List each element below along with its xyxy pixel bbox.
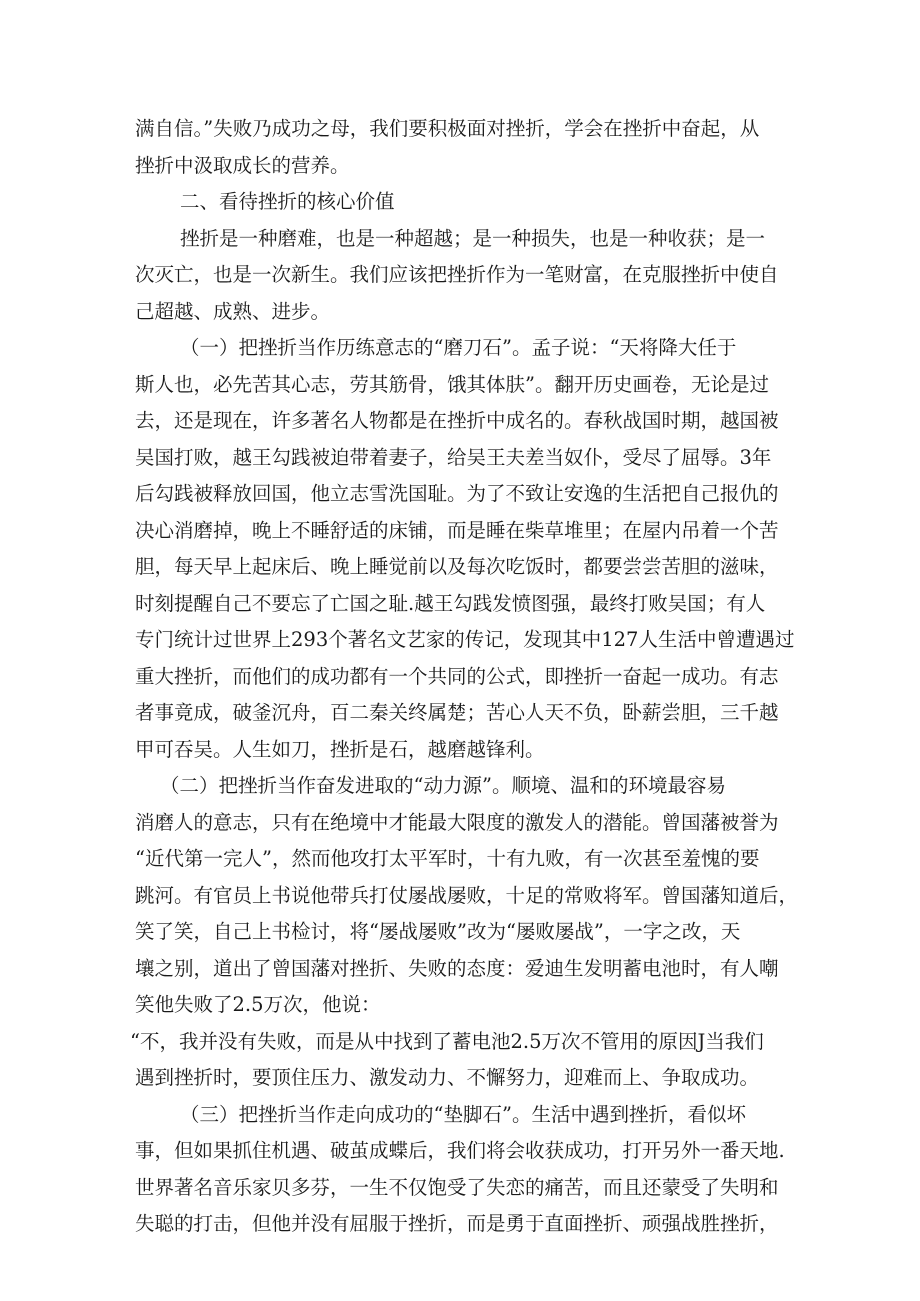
section-heading: 二、看待挫折的核心价值 (180, 190, 395, 213)
text-line: 己超越、成熟、进步。 (135, 300, 331, 323)
text-line: 斯人也，必先苦其心志，劳其筋骨，饿其体肤”。翻开历史画卷，无论是过 (135, 373, 769, 396)
text-line: 消磨人的意志，只有在绝境中才能最大限度的激发人的潜能。曾国藩被誉为 (135, 811, 779, 834)
text-line: 笑了笑，自己上书检讨，将“屡战屡败”改为“屡败屡战”，一字之改，天 (135, 920, 741, 943)
text-line: 后勾践被释放回国，他立志雪洗国耻。为了不致让安逸的生活把自己报仇的 (135, 482, 779, 505)
text-line: 决心消磨掉，晚上不睡舒适的床铺，而是睡在柴草堆里；在屋内吊着一个苦 (135, 519, 779, 542)
text-line: “近代第一完人”，然而他攻打太平军时，十有九败，有一次甚至羞愧的要 (135, 847, 760, 870)
text-line: （三）把挫折当作走向成功的“垫脚石”。生活中遇到挫折，看似坏 (180, 1103, 746, 1126)
text-line: （二）把挫折当作奋发进取的“动力源”。顺境、温和的环境最容易 (160, 774, 726, 797)
text-line: 胆，每天早上起床后、晚上睡觉前以及每次吃饭时，都要尝尝苦胆的滋味， (135, 555, 779, 578)
text-line: 甲可吞吴。人生如刀，挫折是石，越磨越锋利。 (135, 738, 545, 761)
text-line: 挫折是一种磨难，也是一种超越；是一种损失，也是一种收获；是一 (180, 227, 766, 250)
text-line: 满自信。”失败乃成功之母，我们要积极面对挫折，学会在挫折中奋起，从 (135, 117, 760, 140)
text-line: 跳河。有官员上书说他带兵打仗屡战屡败，十足的常败将军。曾国藩知道后， (135, 884, 799, 907)
text-line: 重大挫折，而他们的成功都有一个共同的公式，即挫折一奋起一成功。有志 (135, 665, 779, 688)
text-line: 吴国打败，越王勾践被迫带着妻子，给吴王夫差当奴仆，受尽了屈辱。3年 (135, 446, 772, 469)
text-line: （一）把挫折当作历练意志的“磨刀石”。孟子说：“天将降大任于 (180, 336, 737, 359)
text-line: 挫折中汲取成长的营养。 (135, 154, 350, 177)
text-line: 壤之别，道出了曾国藩对挫折、失败的态度：爱迪生发明蓄电池时，有人嘲 (135, 957, 779, 980)
text-line: 事，但如果抓住机遇、破茧成蝶后，我们将会收获成功，打开另外一番天地. (135, 1139, 785, 1162)
text-line: 去，还是现在，许多著名人物都是在挫折中成名的。春秋战国时期，越国被 (135, 409, 779, 432)
text-line: 时刻提醒自己不要忘了亡国之耻.越王勾践发愤图强，最终打败吴国；有人 (135, 592, 766, 615)
text-line: 世界著名音乐家贝多芬，一生不仅饱受了失恋的痛苦，而且还蒙受了失明和 (135, 1176, 779, 1199)
quote-line: “不，我并没有失败，而是从中找到了蓄电池2.5万次不管用的原因J当我们 (130, 1030, 764, 1053)
text-line: 者事竟成，破釜沉舟，百二秦关终属楚；苦心人天不负，卧薪尝胆，三千越 (135, 701, 779, 724)
text-line: 失聪的打击，但他并没有屈服于挫折，而是勇于直面挫折、顽强战胜挫折， (135, 1212, 779, 1235)
text-line: 次灭亡，也是一次新生。我们应该把挫折作为一笔财富，在克服挫折中使自 (135, 263, 779, 286)
text-line: 笑他失败了2.5万次，他说： (135, 993, 381, 1016)
text-line: 专门统计过世界上293个著名文艺家的传记，发现其中127人生活中曾遭遇过 (135, 628, 795, 651)
text-line: 遇到挫折时，要顶住压力、激发动力、不懈努力，迎难而上、争取成功。 (135, 1066, 760, 1089)
